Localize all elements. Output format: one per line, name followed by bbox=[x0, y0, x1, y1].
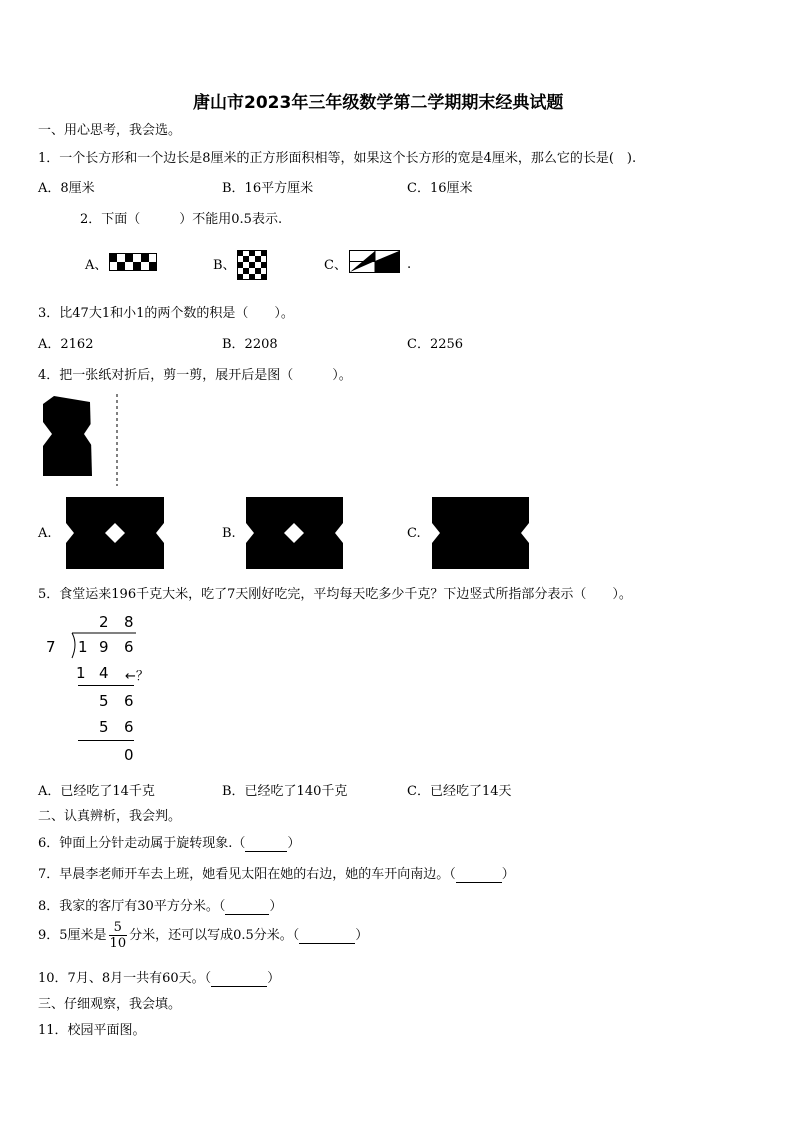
page-title: 唐山市2023年三年级数学第二学期期末经典试题 bbox=[193, 93, 564, 113]
answer-blank-6[interactable] bbox=[245, 836, 287, 852]
question-6-text: 6．钟面上分针走动属于旋转现象.（ bbox=[38, 836, 246, 851]
section-heading-3: 三、仔细观察，我会填。 bbox=[38, 997, 182, 1012]
quotient-digit-2: 8 bbox=[124, 613, 134, 631]
question-11-text: 11．校园平面图。 bbox=[38, 1023, 146, 1038]
section-heading-1: 一、用心思考，我会选。 bbox=[38, 123, 182, 138]
division-line-2 bbox=[78, 740, 134, 741]
question-4-option-b[interactable]: B. bbox=[222, 526, 236, 541]
folded-paper-figure-icon bbox=[40, 392, 120, 488]
question-4-text: 4．把一张纸对折后，剪一剪，展开后是图（ ）。 bbox=[38, 368, 352, 383]
fraction-numerator: 5 bbox=[109, 920, 128, 936]
question-1-text: 1．一个长方形和一个边长是8厘米的正方形面积相等，如果这个长方形的宽是4厘米，那么它的长是( ). bbox=[38, 151, 637, 166]
fraction-denominator: 10 bbox=[109, 936, 127, 951]
question-3-text: 3．比47大1和小1的两个数的积是（ ）。 bbox=[38, 306, 294, 321]
question-4-option-a[interactable]: A. bbox=[38, 526, 52, 541]
question-7 bbox=[38, 863, 515, 883]
answer-blank-8[interactable] bbox=[225, 899, 269, 915]
question-4-option-c[interactable]: C. bbox=[407, 526, 421, 541]
question-7-close: ） bbox=[501, 867, 515, 882]
remainder: 0 bbox=[124, 746, 134, 764]
question-5-option-a[interactable]: A．已经吃了14千克 bbox=[38, 784, 155, 799]
step3-digit-1: 5 bbox=[99, 718, 109, 736]
step3-digit-2: 6 bbox=[124, 718, 134, 736]
grid-figure-a-icon bbox=[109, 253, 157, 271]
question-10 bbox=[38, 967, 280, 987]
question-9-post: 分米，还可以写成0.5分米。（ bbox=[129, 928, 300, 943]
answer-blank-9[interactable] bbox=[299, 928, 355, 944]
step2-digit-1: 5 bbox=[99, 692, 109, 710]
question-1-option-c[interactable]: C．16厘米 bbox=[407, 181, 473, 196]
answer-blank-7[interactable] bbox=[456, 867, 502, 883]
question-3-option-b[interactable]: B．2208 bbox=[222, 337, 278, 352]
question-3-option-a[interactable]: A．2162 bbox=[38, 337, 94, 352]
dividend-digit-1: 1 bbox=[78, 638, 88, 656]
fraction-five-tenths bbox=[109, 920, 128, 951]
cut-paper-figure-a-icon bbox=[66, 497, 164, 569]
step1-digit-2: 4 bbox=[99, 664, 109, 682]
question-2-option-b[interactable]: B、 bbox=[213, 258, 236, 273]
answer-blank-10[interactable] bbox=[211, 971, 267, 987]
question-8-close: ） bbox=[269, 899, 283, 914]
question-6 bbox=[38, 832, 300, 852]
question-9-pre: 9．5厘米是 bbox=[38, 928, 107, 943]
cut-paper-figure-b-icon bbox=[246, 497, 343, 569]
question-2-option-a[interactable]: A、 bbox=[85, 258, 108, 273]
question-2-text: 2．下面（ ）不能用0.5表示. bbox=[80, 212, 283, 227]
question-10-text: 10．7月、8月一共有60天。（ bbox=[38, 971, 212, 986]
question-7-text: 7．早晨李老师开车去上班，她看见太阳在她的右边，她的车开向南边。（ bbox=[38, 867, 456, 882]
step1-digit-1: 1 bbox=[76, 664, 86, 682]
quotient-digit-1: 2 bbox=[99, 613, 109, 631]
grid-figure-b-icon bbox=[237, 250, 267, 280]
split-rectangle-figure-c-icon bbox=[349, 250, 401, 274]
section-heading-2: 二、认真辨析，我会判。 bbox=[38, 809, 182, 824]
question-9-close: ） bbox=[355, 928, 369, 943]
cut-paper-figure-c-icon bbox=[432, 497, 529, 569]
question-1-option-a[interactable]: A．8厘米 bbox=[38, 181, 95, 196]
question-10-close: ） bbox=[267, 971, 281, 986]
divisor: 7 bbox=[46, 638, 56, 656]
question-2-option-c[interactable]: C、 bbox=[324, 258, 347, 273]
question-2-end: . bbox=[407, 257, 412, 272]
question-5-option-b[interactable]: B．已经吃了140千克 bbox=[222, 784, 348, 799]
pointer-arrow-label: ←？ bbox=[125, 669, 149, 684]
question-1-option-b[interactable]: B．16平方厘米 bbox=[222, 181, 314, 196]
dividend-digit-2: 9 bbox=[99, 638, 109, 656]
question-9 bbox=[38, 920, 368, 951]
question-6-close: ） bbox=[287, 836, 301, 851]
question-3-option-c[interactable]: C．2256 bbox=[407, 337, 464, 352]
question-5-option-c[interactable]: C．已经吃了14天 bbox=[407, 784, 512, 799]
question-8 bbox=[38, 895, 282, 915]
question-8-text: 8．我家的客厅有30平方分米。（ bbox=[38, 899, 226, 914]
question-5-text: 5．食堂运来196千克大米，吃了7天刚好吃完，平均每天吃多少千克？下边竖式所指部分表示（ ）。 bbox=[38, 587, 632, 602]
division-line-1 bbox=[78, 685, 134, 686]
step2-digit-2: 6 bbox=[124, 692, 134, 710]
dividend-digit-3: 6 bbox=[124, 638, 134, 656]
